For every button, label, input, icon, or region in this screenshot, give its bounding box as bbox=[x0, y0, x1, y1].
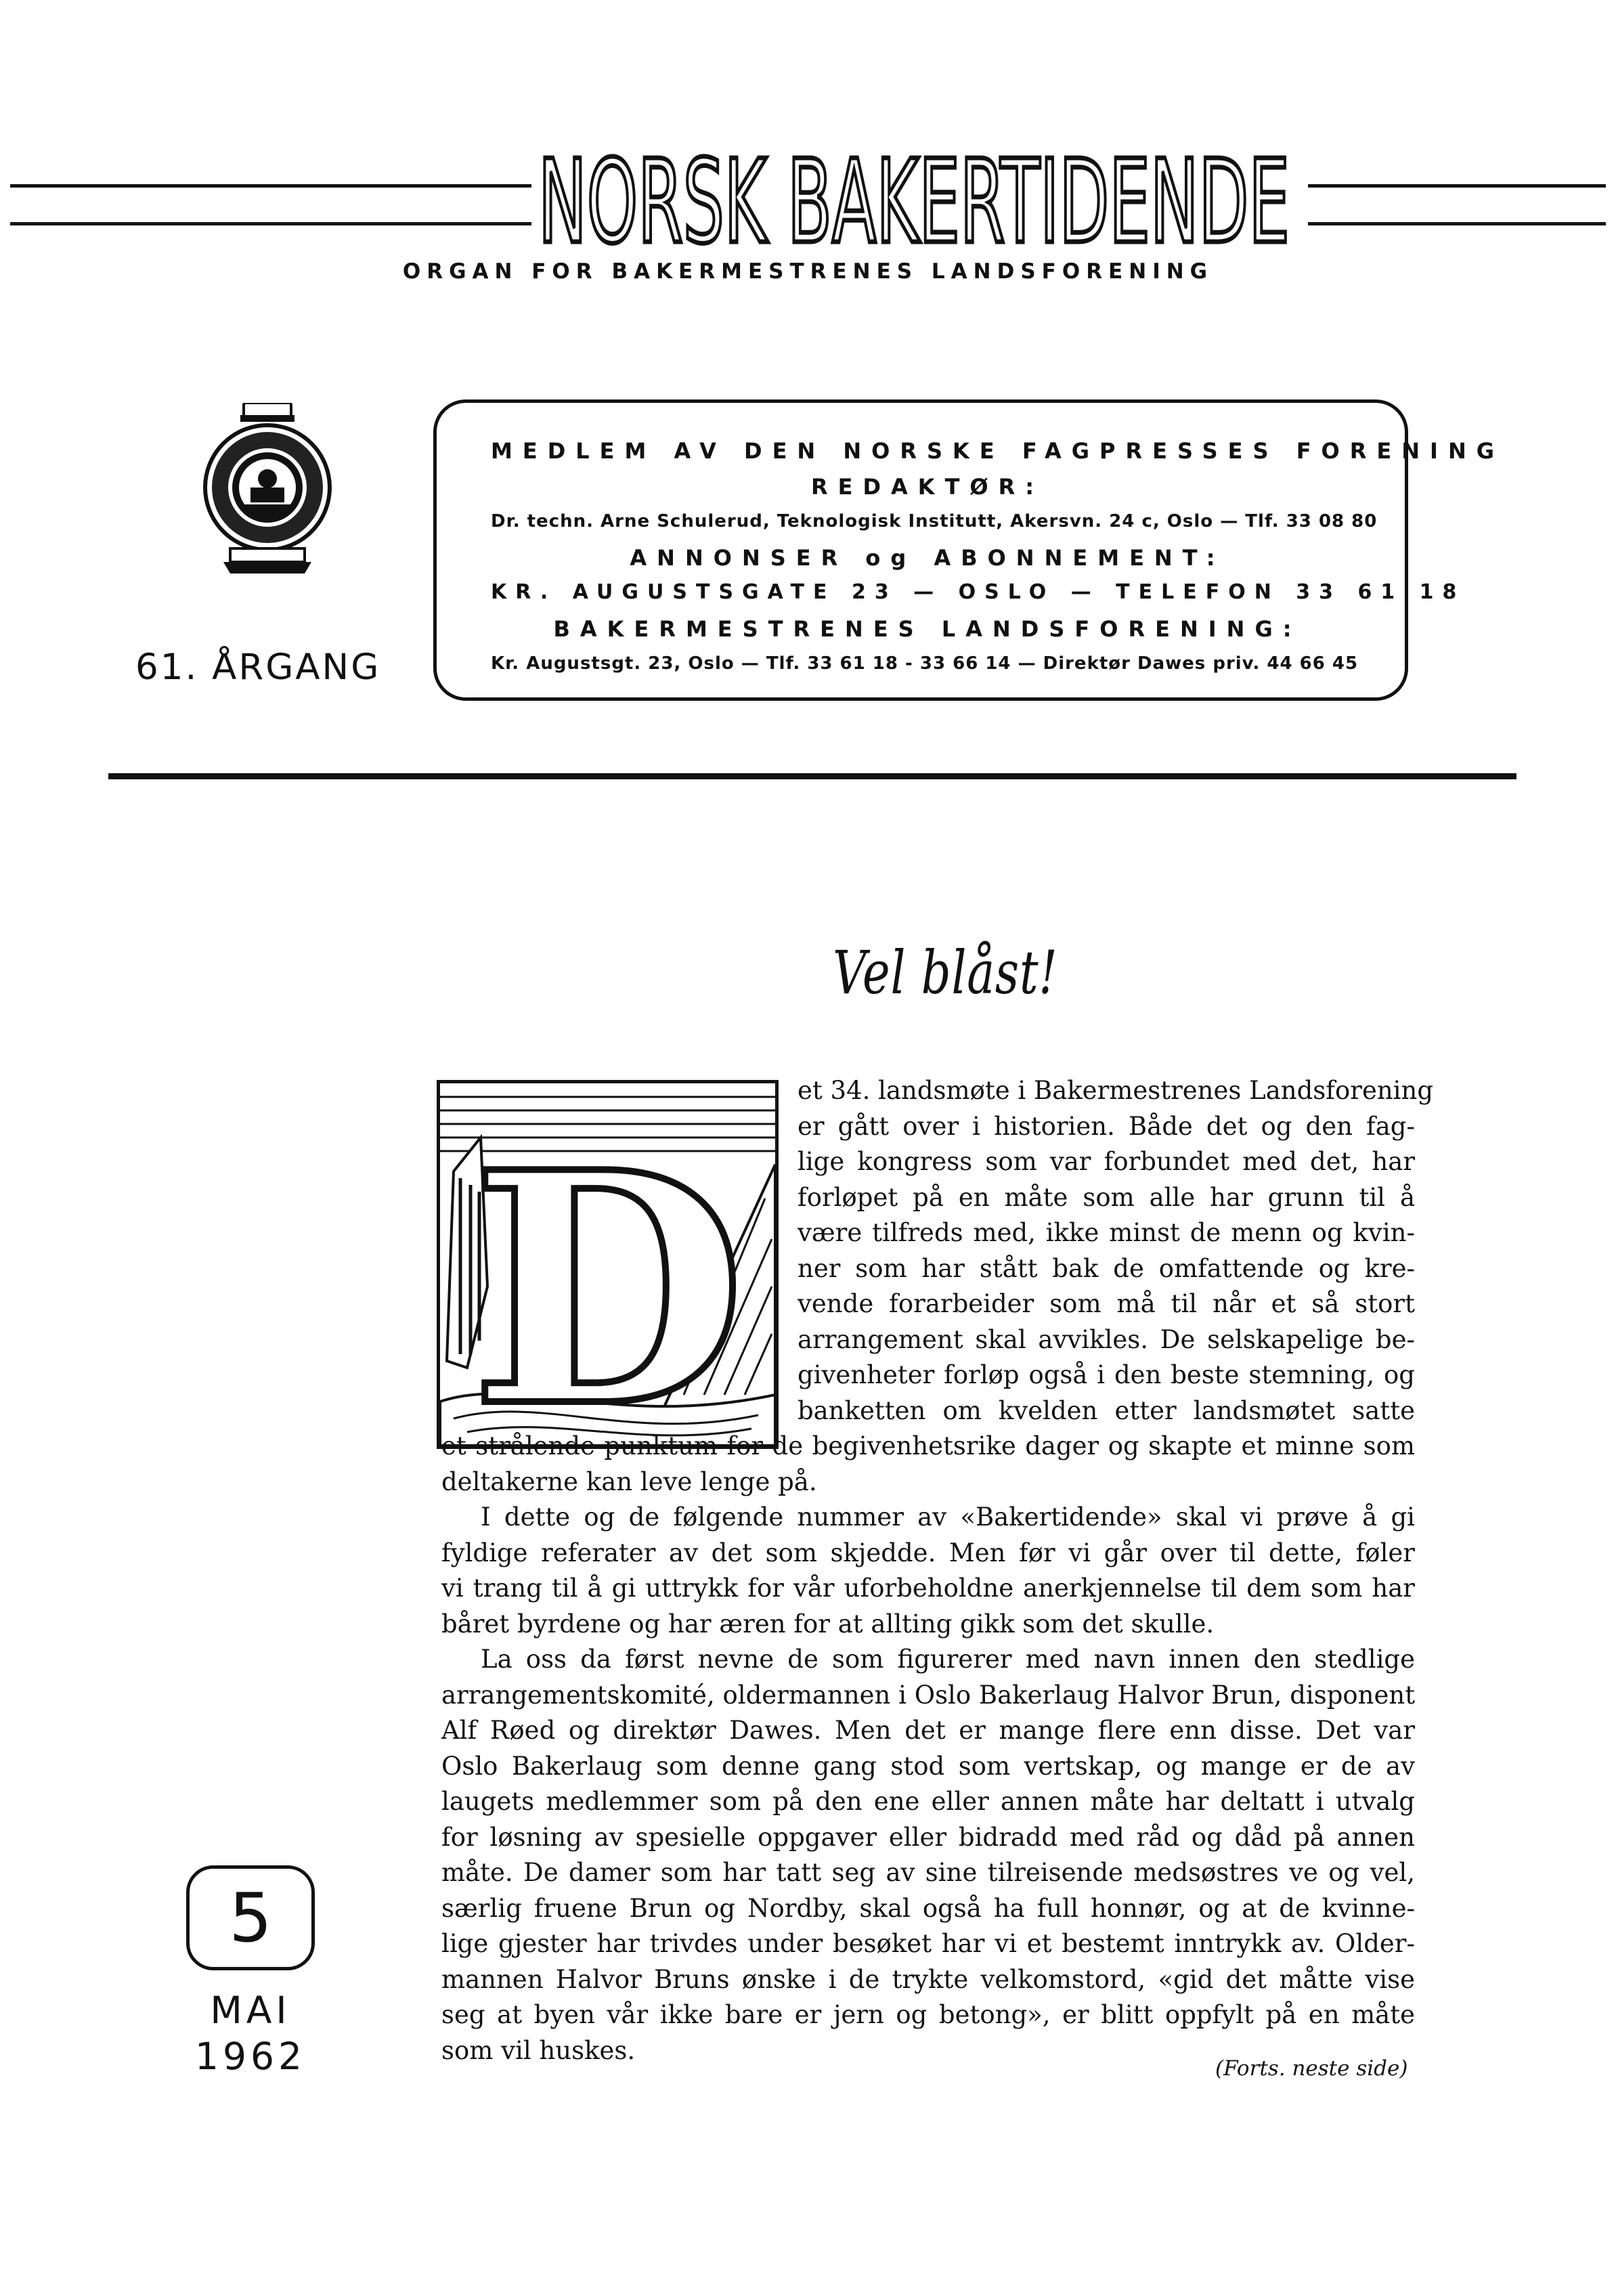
article-line: forløpet på en måte som alle har grunn til å bbox=[798, 1182, 1415, 1212]
issue-month: MAI bbox=[210, 1989, 291, 2032]
article-line: givenheter forløp også i den beste stemning, og bbox=[798, 1360, 1415, 1389]
article-line: arrangement skal avvikles. De selskapelige be- bbox=[798, 1324, 1415, 1354]
masthead-rule-right-bottom bbox=[1308, 222, 1606, 225]
article-line: fyldige referater av det som skjedde. Men før vi går over til dette, føler bbox=[441, 1538, 1415, 1567]
article-body bbox=[441, 1429, 1415, 2068]
article-line: lige gjester har trivdes under besøket har vi et bestemt inntrykk av. Older- bbox=[441, 1929, 1415, 1958]
volume-label: 61. ÅRGANG bbox=[135, 647, 381, 688]
article-line: er gått over i historien. Både det og den fag- bbox=[798, 1111, 1415, 1141]
ads-address-line: KR. AUGUSTSGATE 23 — OSLO — TELEFON 33 61 18 bbox=[491, 580, 1466, 604]
guild-seal-emblem bbox=[203, 403, 332, 579]
article-line: seg at byen vår ikke bare er jern og betong», er blitt oppfylt på en måte bbox=[441, 2000, 1415, 2029]
article-line: ner som har stått bak de omfattende og kre- bbox=[798, 1253, 1415, 1283]
article-line: deltakerne kan leve lenge på. bbox=[441, 1467, 817, 1496]
article-line: laugets medlemmer som på den ene eller annen måte har deltatt i utvalg bbox=[441, 1787, 1415, 1816]
editor-label: REDAKTØR: bbox=[810, 474, 1045, 500]
article-line: La oss da først nevne de som figurerer med navn innen den stedlige bbox=[481, 1645, 1415, 1674]
masthead-rule-left-top bbox=[10, 184, 531, 188]
editor-line: Dr. techn. Arne Schulerud, Teknologisk Institutt, Akersvn. 24 c, Oslo — Tlf. 33 08 80 bbox=[491, 511, 1378, 532]
article-line: båret byrdene og har æren for at allting gikk som det skulle. bbox=[441, 1609, 1215, 1639]
article-line: arrangementskomité, oldermannen i Oslo Bakerlaug Halvor Brun, disponent bbox=[441, 1680, 1416, 1710]
issue-year: 1962 bbox=[195, 2035, 306, 2078]
illustrated-drop-cap bbox=[437, 1080, 779, 1449]
article-line: et strålende punktum for de begivenhetsrike dager og skapte et minne som bbox=[441, 1431, 1415, 1460]
membership-line: MEDLEM AV DEN NORSKE FAGPRESSES FORENING bbox=[491, 438, 1504, 464]
article-line: vi trang til å gi uttrykk for vår uforbeholdne anerkjennelse til dem som har bbox=[441, 1574, 1415, 1603]
article-line: måte. De damer som har tatt seg av sine tilreisende medsøstres ve og vel, bbox=[441, 1858, 1415, 1887]
article-line: mannen Halvor Bruns ønske i de trykte velkomstord, «gid det måtte vise bbox=[441, 1964, 1415, 1994]
issue-date bbox=[186, 1987, 315, 2079]
masthead-subtitle: ORGAN FOR BAKERMESTRENES LANDSFORENING bbox=[402, 259, 1214, 284]
article-title: Vel blåst! bbox=[833, 938, 1058, 1008]
article-line: I dette og de følgende nummer av «Bakertidende» skal vi prøve å gi bbox=[481, 1502, 1415, 1532]
article-line: Oslo Bakerlaug som denne gang stod som vertskap, og mange er de av bbox=[441, 1751, 1415, 1781]
issue-number-badge: 5 bbox=[186, 1865, 315, 1970]
svg-text:NORSK BAKERTIDENDE: NORSK BAKERTIDENDE bbox=[538, 135, 1290, 269]
masthead-rule-right-top bbox=[1308, 184, 1606, 188]
masthead-rule-left-bottom bbox=[10, 222, 531, 225]
association-line: Kr. Augustsgt. 23, Oslo — Tlf. 33 61 18 - 33 66 14 — Direktør Dawes priv. 44 66 45 bbox=[491, 653, 1359, 674]
article-line: særlig fruene Brun og Nordby, skal også ha full honnør, og at de kvinne- bbox=[441, 1893, 1415, 1923]
article-line: Alf Røed og direktør Dawes. Men det er mange flere enn disse. Det var bbox=[441, 1716, 1415, 1745]
article-line: et 34. landsmøte i Bakermestrenes Landsforening bbox=[798, 1076, 1434, 1105]
association-label: BAKERMESTRENES LANDSFORENING: bbox=[553, 616, 1302, 642]
ads-label: ANNONSER og ABONNEMENT: bbox=[630, 545, 1225, 571]
article-line: være tilfreds med, ikke minst de menn og kvin- bbox=[798, 1218, 1415, 1247]
article-line: banketten om kvelden etter landsmøtet satte bbox=[798, 1395, 1415, 1425]
svg-text:D: D bbox=[470, 1103, 746, 1446]
article-line: som vil huskes. bbox=[441, 2035, 636, 2065]
article-line: vende forarbeider som må til når et så stort bbox=[798, 1289, 1415, 1318]
continued-note: (Forts. neste side) bbox=[1215, 2056, 1408, 2081]
header-divider bbox=[108, 773, 1516, 779]
publication-info-box bbox=[433, 399, 1504, 701]
article-lead-paragraph bbox=[798, 1073, 1434, 1429]
article-line: lige kongress som var forbundet med det, har bbox=[798, 1147, 1415, 1176]
article-line: for løsning av spesielle oppgaver eller bidradd med råd og dåd på annen bbox=[441, 1822, 1415, 1852]
